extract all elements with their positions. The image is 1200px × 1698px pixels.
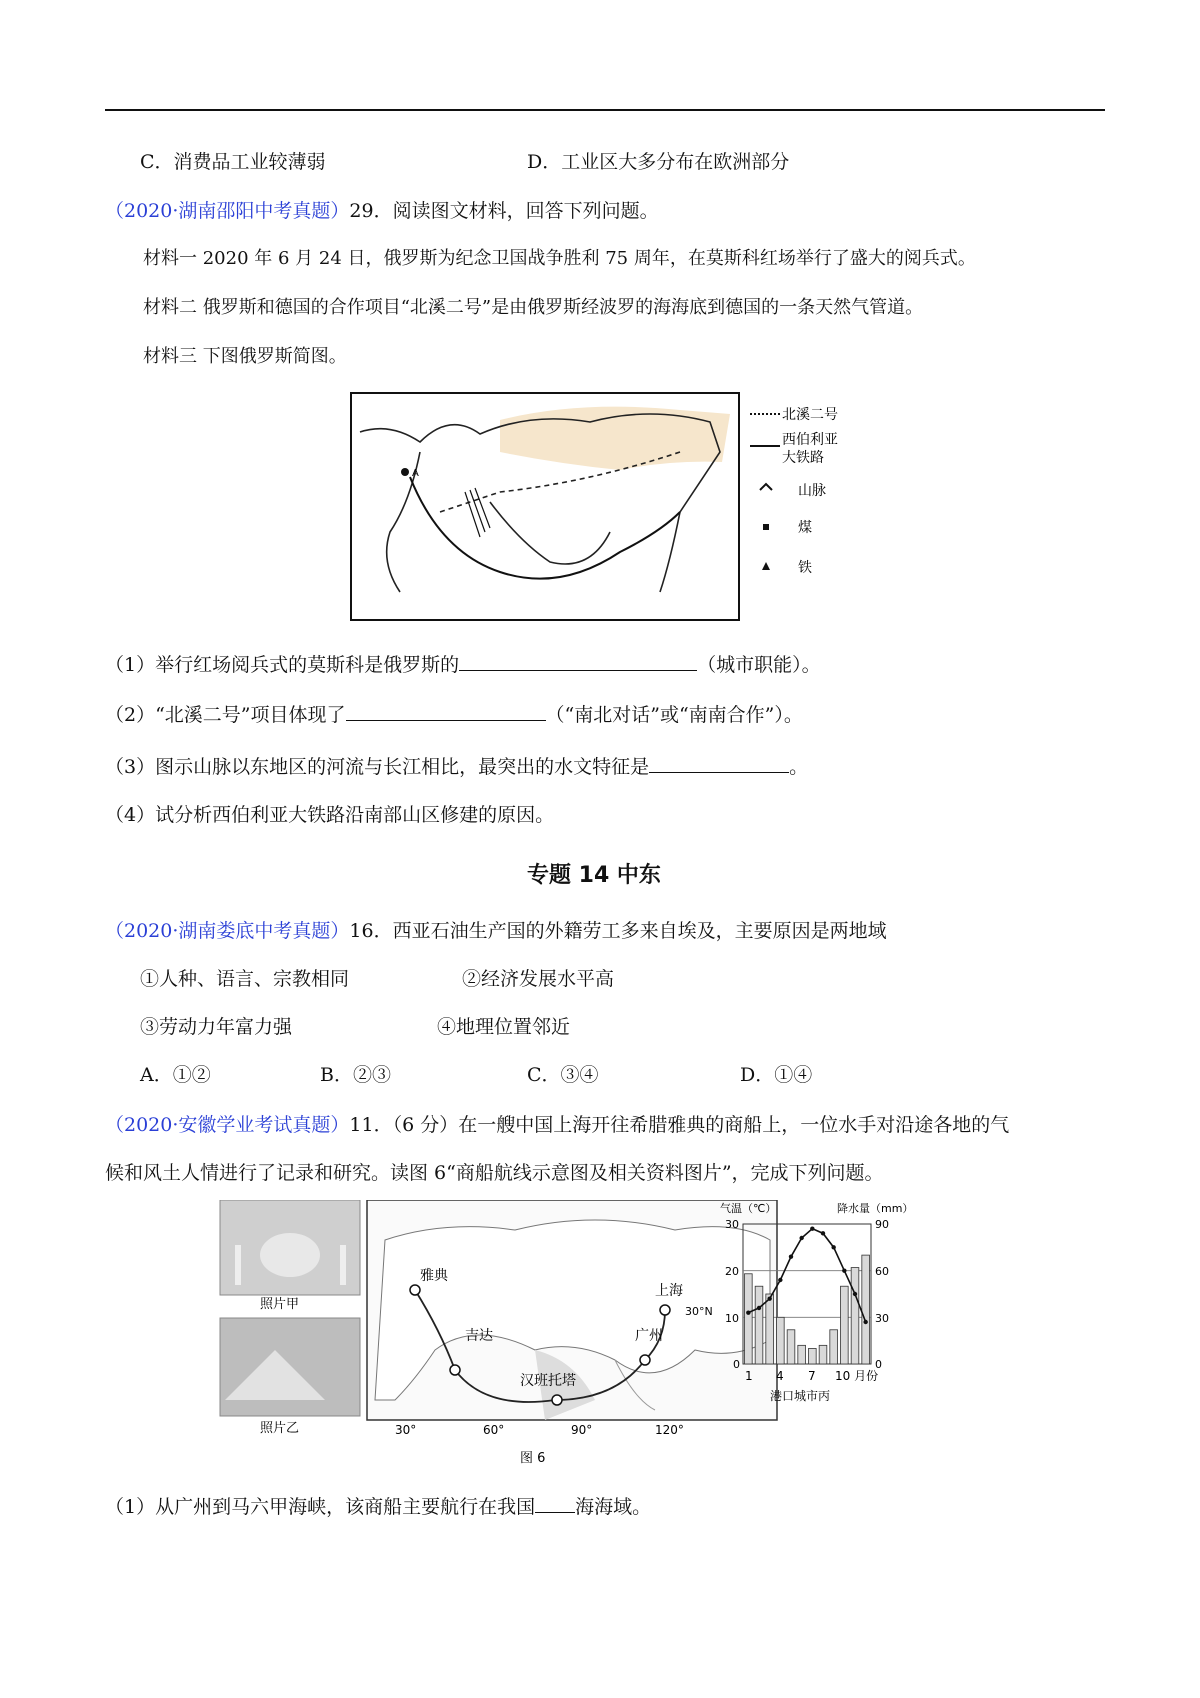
temp-point: [757, 1306, 761, 1310]
y-left-tick: 30: [725, 1218, 739, 1231]
x-tick: 7: [808, 1369, 816, 1383]
temp-point: [778, 1278, 782, 1282]
q29-sub2-text-b: （“南北对话”或“南南合作”）。: [545, 704, 803, 726]
q29-sub4: （4）试分析西伯利亚大铁路沿南部山区修建的原因。: [105, 804, 555, 826]
lat-label: 30°N: [685, 1305, 713, 1318]
question-source: （2020·安徽学业考试真题）: [105, 1114, 350, 1136]
temp-axis-label: 气温（℃）: [720, 1202, 777, 1215]
q29-sub1-text-a: （1）举行红场阅兵式的莫斯科是俄罗斯的: [105, 654, 460, 676]
temp-point: [831, 1245, 835, 1249]
temp-point: [789, 1254, 793, 1258]
legend-railway-2: 大铁路: [782, 450, 824, 466]
lon-30: 30°: [395, 1423, 417, 1437]
x-tick: 1: [745, 1369, 753, 1383]
option-d: D．工业区大多分布在欧洲部分: [527, 151, 790, 173]
question-stem-1: 11．（6 分）在一艘中国上海开往希腊雅典的商船上，一位水手对沿途各地的气: [349, 1114, 1010, 1136]
x-tick: 4: [776, 1369, 784, 1383]
material-1: 材料一 2020 年 6 月 24 日，俄罗斯为纪念卫国战争胜利 75 周年，在莫斯科红场举行了盛大的阅兵式。: [143, 248, 976, 269]
question-stem: 16．西亚石油生产国的外籍劳工多来自埃及，主要原因是两地域: [349, 920, 887, 942]
answer-blank[interactable]: [346, 702, 546, 721]
point-a-marker: [401, 468, 409, 476]
city-shanghai: 上海: [655, 1283, 683, 1299]
city-athens: 雅典: [420, 1268, 448, 1284]
figure-caption: 图 6: [520, 1451, 546, 1466]
precip-bar: [745, 1274, 753, 1364]
y-right-tick: 90: [875, 1218, 889, 1231]
q29-sub2: [105, 700, 803, 727]
question-source: （2020·湖南娄底中考真题）: [105, 920, 350, 942]
y-left-tick: 20: [725, 1265, 739, 1278]
legend-mountain: 山脉: [798, 483, 826, 499]
legend-railway-1: 西伯利亚: [782, 432, 838, 448]
question-16-line: [105, 916, 887, 943]
material-2: 材料二 俄罗斯和德国的合作项目“北溪二号”是由俄罗斯经波罗的海海底到德国的一条天然气管道。: [143, 297, 924, 318]
q29-sub1: [105, 650, 821, 677]
city-hambantota: 汉班托塔: [520, 1373, 576, 1389]
q16-opt2: ②经济发展水平高: [462, 968, 615, 990]
q11-sub1-text-a: （1）从广州到马六甲海峡，该商船主要航行在我国: [105, 1496, 536, 1518]
precip-bar: [819, 1345, 827, 1364]
question-29-line: [105, 196, 659, 223]
temp-point: [842, 1268, 846, 1272]
precip-bar: [755, 1286, 763, 1364]
lon-120: 120°: [655, 1423, 684, 1437]
q16-choice-b[interactable]: B．②③: [320, 1064, 391, 1086]
precip-bar: [862, 1255, 870, 1364]
lon-60: 60°: [483, 1423, 505, 1437]
precip-bar: [851, 1268, 859, 1364]
precip-bar: [809, 1348, 817, 1364]
lon-90: 90°: [571, 1423, 593, 1437]
city-guangzhou: 广州: [635, 1328, 663, 1344]
precip-bar: [787, 1330, 795, 1364]
precip-bar: [841, 1286, 849, 1364]
q29-sub3-text-a: （3）图示山脉以东地区的河流与长江相比，最突出的水文特征是: [105, 756, 650, 778]
photo-yi-label: 照片乙: [260, 1421, 300, 1436]
precip-axis-label: 降水量（mm）: [837, 1202, 914, 1215]
precip-bar: [766, 1294, 774, 1364]
q29-sub1-text-b: （城市职能）。: [697, 654, 821, 676]
temp-point: [767, 1296, 771, 1300]
q16-choice-a[interactable]: A．①②: [140, 1064, 211, 1086]
answer-blank[interactable]: [459, 652, 697, 671]
q11-sub1: [105, 1492, 651, 1519]
q16-opt3: ③劳动力年富力强: [140, 1016, 293, 1038]
q29-sub3-text-b: 。: [789, 756, 809, 778]
section-title: 专题 14 中东: [527, 863, 661, 888]
question-11-line-1: [105, 1110, 1009, 1137]
q16-opt4: ④地理位置邻近: [437, 1016, 571, 1038]
q11-sub1-text-b: 海海域。: [575, 1496, 652, 1518]
precip-bar: [777, 1317, 785, 1364]
y-left-tick: 0: [733, 1358, 740, 1371]
y-left-tick: 10: [725, 1312, 739, 1325]
y-right-tick: 0: [875, 1358, 882, 1371]
y-right-tick: 60: [875, 1265, 889, 1278]
q29-sub3: [105, 752, 808, 779]
q16-choice-d[interactable]: D．①④: [740, 1064, 813, 1086]
photo-jia-label: 照片甲: [260, 1297, 300, 1312]
x-tick: 10 月份: [835, 1369, 879, 1383]
legend-coal: 煤: [798, 520, 812, 536]
temp-point: [746, 1310, 750, 1314]
question-stem: 29．阅读图文材料，回答下列问题。: [349, 200, 659, 222]
point-a-label: A: [412, 468, 419, 479]
answer-blank[interactable]: [535, 1494, 575, 1513]
answer-blank[interactable]: [649, 754, 789, 773]
question-source: （2020·湖南邵阳中考真题）: [105, 200, 350, 222]
legend-iron: 铁: [798, 560, 812, 576]
q16-choice-c[interactable]: C．③④: [527, 1064, 599, 1086]
option-c: C．消费品工业较薄弱: [140, 151, 326, 173]
question-11-line-2: 候和风土人情进行了记录和研究。读图 6“商船航线示意图及相关资料图片”，完成下列问题。: [105, 1162, 884, 1184]
q29-sub2-text-a: （2）“北溪二号”项目体现了: [105, 704, 346, 726]
coal-icon: [763, 524, 769, 530]
climate-city-label: 港口城市丙: [770, 1389, 831, 1403]
temp-point: [853, 1292, 857, 1296]
y-right-tick: 30: [875, 1312, 889, 1325]
temp-point: [799, 1236, 803, 1240]
material-3: 材料三 下图俄罗斯简图。: [143, 346, 347, 367]
q16-opt1: ①人种、语言、宗教相同: [140, 968, 350, 990]
iron-icon: [762, 562, 770, 570]
precip-bar: [830, 1330, 838, 1364]
temp-point: [863, 1320, 867, 1324]
precip-bar: [798, 1345, 806, 1364]
city-jeddah: 吉达: [465, 1328, 493, 1344]
temp-point: [810, 1226, 814, 1230]
russia-map: [350, 392, 840, 622]
top-rule: [105, 109, 1105, 111]
figure-6: [215, 1200, 985, 1475]
temp-point: [821, 1231, 825, 1235]
mountain-icon: [760, 484, 772, 490]
legend-pipeline: 北溪二号: [782, 407, 838, 423]
